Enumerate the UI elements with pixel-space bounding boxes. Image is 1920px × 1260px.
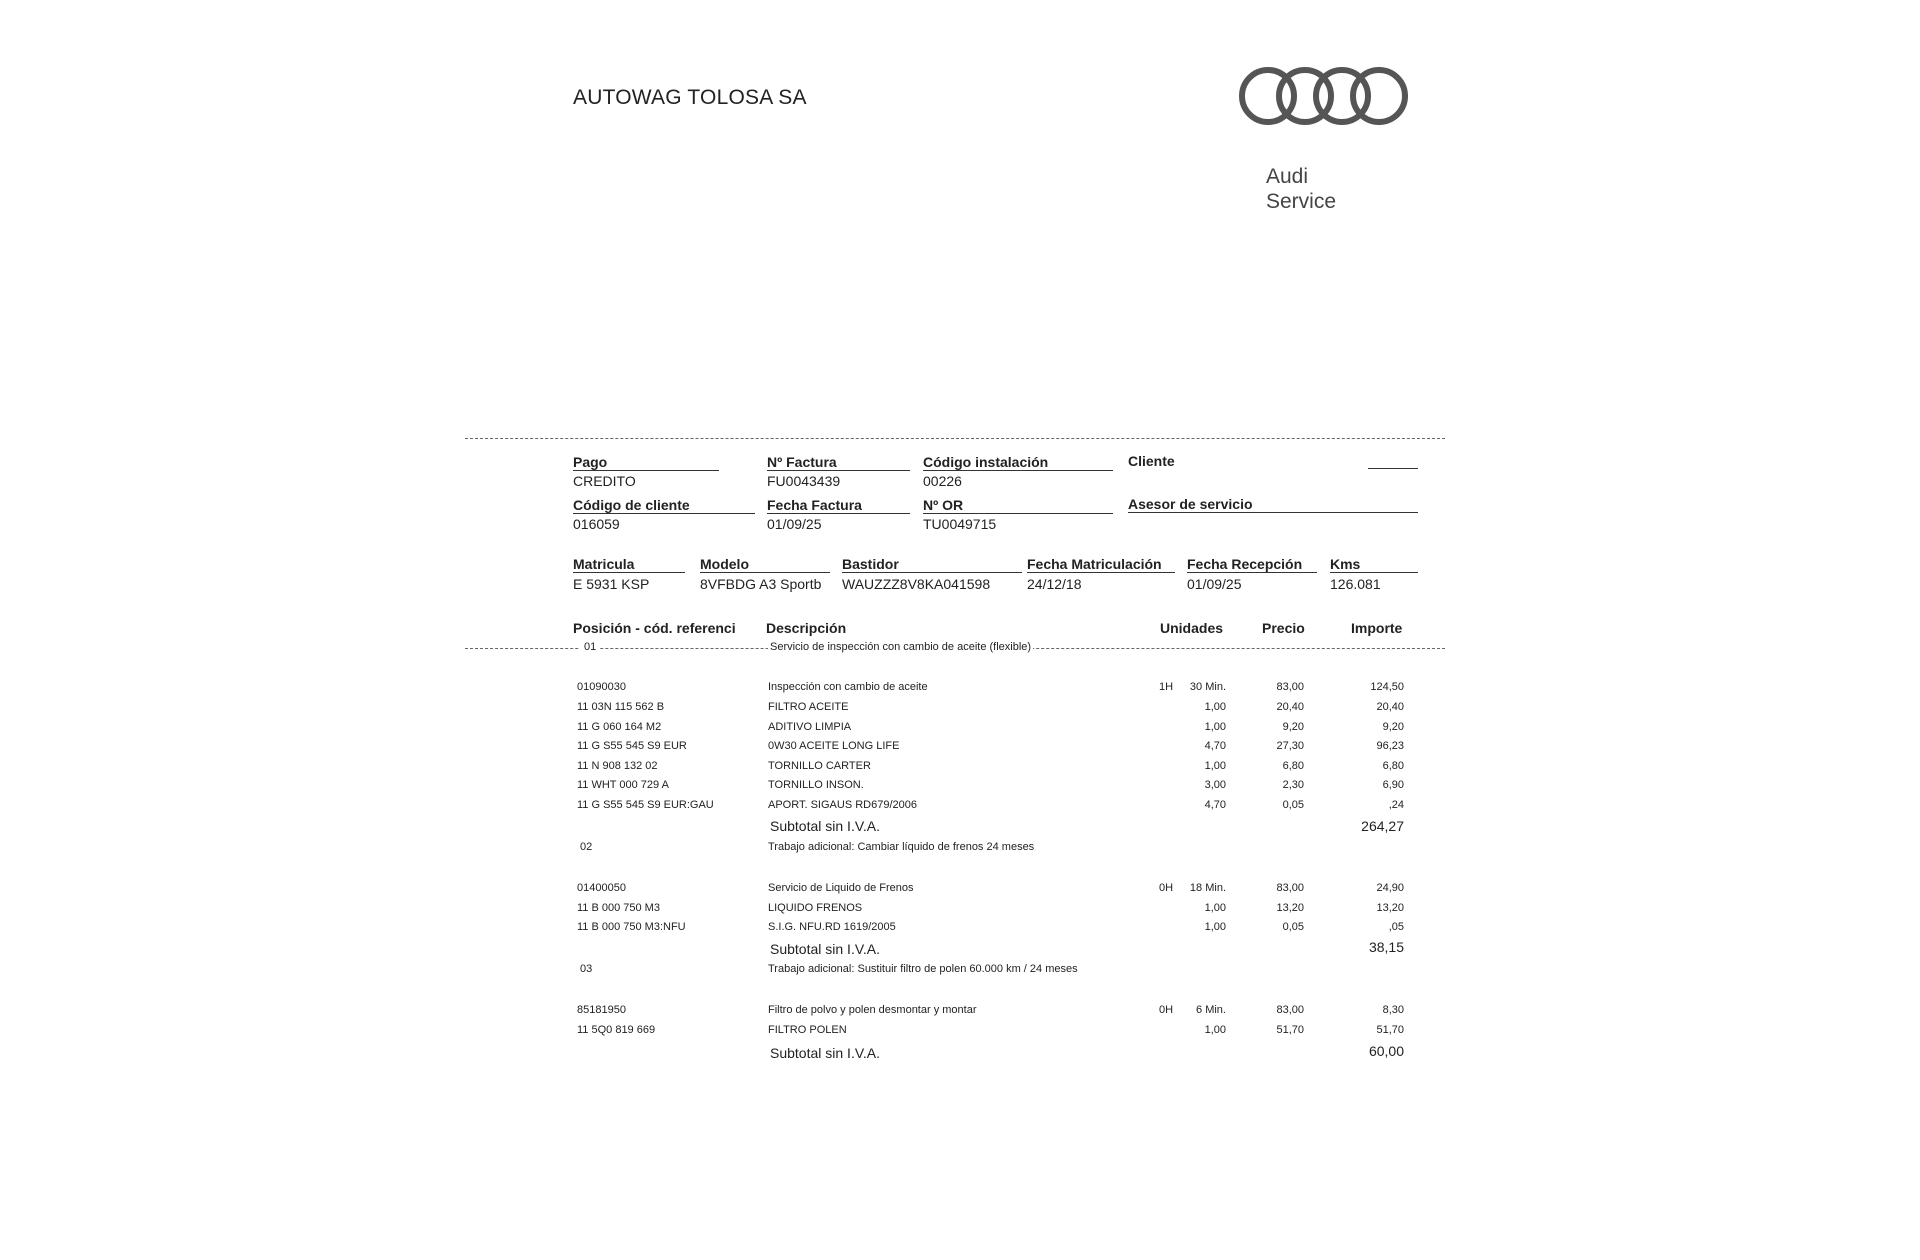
- section-code: 01: [580, 641, 600, 653]
- row-units: 4,70: [1204, 799, 1226, 811]
- col-header-units: Unidades: [1160, 620, 1224, 636]
- instalacion-label: Código instalación: [923, 454, 1113, 471]
- factura-label: Nº Factura: [767, 454, 910, 471]
- row-price: 13,20: [1276, 902, 1304, 914]
- section-code: 03: [580, 963, 593, 975]
- brand-line2: Service: [1266, 190, 1337, 213]
- row-amount: 24,90: [1376, 882, 1404, 894]
- row-ref: 11 G S55 545 S9 EUR:GAU: [577, 799, 714, 811]
- row-units: 30 Min.: [1189, 681, 1226, 693]
- row-amount: 6,80: [1382, 760, 1404, 772]
- codcliente-label: Código de cliente: [573, 497, 755, 514]
- row-price: 20,40: [1276, 701, 1304, 713]
- col-header-description: Descripción: [766, 620, 847, 636]
- codcliente-value: 016059: [573, 516, 620, 532]
- row-ref: 11 B 000 750 M3:NFU: [577, 921, 686, 933]
- brand-name: [1266, 164, 1336, 214]
- row-desc: 0W30 ACEITE LONG LIFE: [768, 740, 900, 752]
- row-desc: LIQUIDO FRENOS: [768, 902, 863, 914]
- row-desc: FILTRO POLEN: [768, 1024, 847, 1036]
- kms-label: Kms: [1330, 556, 1418, 573]
- row-ref: 85181950: [577, 1004, 626, 1016]
- row-units: 4,70: [1204, 740, 1226, 752]
- row-units: 6 Min.: [1196, 1004, 1226, 1016]
- row-amount: 96,23: [1376, 740, 1404, 752]
- row-desc: TORNILLO CARTER: [768, 760, 871, 772]
- fecha-factura-label: Fecha Factura: [767, 497, 910, 514]
- col-header-position: Posición - cód. referenci: [573, 620, 736, 636]
- top-separator: [465, 438, 1445, 439]
- fecha-factura-value: 01/09/25: [767, 516, 822, 532]
- row-ref: 01400050: [577, 882, 626, 894]
- section-title: Trabajo adicional: Cambiar líquido de frenos 24 meses: [768, 841, 1035, 853]
- subtotal-amount: 38,15: [1368, 939, 1404, 955]
- row-amount: 20,40: [1376, 701, 1404, 713]
- row-price: 0,05: [1282, 921, 1304, 933]
- kms-value: 126.081: [1330, 576, 1381, 592]
- fecha-recepcion-value: 01/09/25: [1187, 576, 1242, 592]
- fecha-recepcion-label: Fecha Recepción: [1187, 556, 1317, 573]
- bastidor-label: Bastidor: [842, 556, 1022, 573]
- row-ref: 11 G S55 545 S9 EUR: [577, 740, 687, 752]
- row-amount: 8,30: [1382, 1004, 1404, 1016]
- row-price: 83,00: [1276, 882, 1304, 894]
- row-units: 1,00: [1204, 921, 1226, 933]
- col-header-amount: Importe: [1351, 620, 1403, 636]
- subtotal-amount: 264,27: [1361, 818, 1404, 834]
- row-ref: 11 WHT 000 729 A: [577, 779, 669, 791]
- row-units: 1,00: [1204, 721, 1226, 733]
- subtotal-label: Subtotal sin I.V.A.: [770, 941, 880, 957]
- row-desc: Servicio de Liquido de Frenos: [768, 882, 914, 894]
- row-ref: 11 N 908 132 02: [577, 760, 658, 772]
- fecha-matriculacion-value: 24/12/18: [1027, 576, 1082, 592]
- faint-address: [573, 224, 576, 238]
- row-amount: 51,70: [1376, 1024, 1404, 1036]
- row-units: 1,00: [1204, 902, 1226, 914]
- subtotal-label: Subtotal sin I.V.A.: [770, 1045, 880, 1061]
- company-name: AUTOWAG TOLOSA SA: [573, 86, 807, 109]
- row-desc: Filtro de polvo y polen desmontar y montar: [768, 1004, 977, 1016]
- row-price: 0,05: [1282, 799, 1304, 811]
- bastidor-value: WAUZZZ8V8KA041598: [842, 576, 991, 592]
- row-price: 27,30: [1276, 740, 1304, 752]
- pago-label: Pago: [573, 454, 719, 471]
- or-value: TU0049715: [923, 516, 997, 532]
- section-code: 02: [580, 841, 593, 853]
- row-amount: 9,20: [1382, 721, 1404, 733]
- row-desc: FILTRO ACEITE: [768, 701, 849, 713]
- modelo-value: 8VFBDG A3 Sportb: [700, 576, 822, 592]
- instalacion-value: 00226: [923, 473, 962, 489]
- brand-line1: Audi: [1266, 165, 1309, 188]
- row-time: 0H: [1159, 1004, 1174, 1016]
- row-price: 6,80: [1282, 760, 1304, 772]
- row-time: 1H: [1159, 681, 1174, 693]
- row-ref: 11 G 060 164 M2: [577, 721, 662, 733]
- row-price: 83,00: [1276, 1004, 1304, 1016]
- row-units: 18 Min.: [1189, 882, 1226, 894]
- row-amount: ,24: [1388, 799, 1404, 811]
- row-amount: 6,90: [1382, 779, 1404, 791]
- row-price: 83,00: [1276, 681, 1304, 693]
- subtotal-label: Subtotal sin I.V.A.: [770, 818, 880, 834]
- section-title: Servicio de inspección con cambio de aceite (flexible): [770, 641, 1032, 653]
- row-desc: Inspección con cambio de aceite: [768, 681, 928, 693]
- audi-rings-logo: [1236, 64, 1412, 128]
- section-title: Trabajo adicional: Sustituir filtro de polen 60.000 km / 24 meses: [768, 963, 1078, 975]
- cliente-underline: [1368, 468, 1418, 469]
- row-desc: S.I.G. NFU.RD 1619/2005: [768, 921, 896, 933]
- row-amount: 124,50: [1370, 681, 1404, 693]
- row-time: 0H: [1159, 882, 1174, 894]
- row-ref: 11 B 000 750 M3: [577, 902, 660, 914]
- row-desc: TORNILLO INSON.: [768, 779, 864, 791]
- modelo-label: Modelo: [700, 556, 830, 573]
- factura-value: FU0043439: [767, 473, 841, 489]
- row-ref: 11 5Q0 819 669: [577, 1024, 656, 1036]
- row-price: 9,20: [1282, 721, 1304, 733]
- pago-value: CREDITO: [573, 473, 636, 489]
- row-price: 51,70: [1276, 1024, 1304, 1036]
- row-ref: 01090030: [577, 681, 626, 693]
- cliente-label: Cliente: [1128, 453, 1175, 469]
- row-units: 1,00: [1204, 760, 1226, 772]
- row-price: 2,30: [1282, 779, 1304, 791]
- row-amount: ,05: [1388, 921, 1404, 933]
- row-desc: ADITIVO LIMPIA: [768, 721, 852, 733]
- row-ref: 11 03N 115 562 B: [577, 701, 665, 713]
- row-units: 1,00: [1204, 701, 1226, 713]
- matricula-label: Matricula: [573, 556, 685, 573]
- fecha-matriculacion-label: Fecha Matriculación: [1027, 556, 1175, 573]
- subtotal-amount: 60,00: [1368, 1043, 1404, 1059]
- col-header-price: Precio: [1262, 620, 1305, 636]
- matricula-value: E 5931 KSP: [573, 576, 650, 592]
- row-amount: 13,20: [1376, 902, 1404, 914]
- asesor-label: Asesor de servicio: [1128, 496, 1418, 513]
- row-units: 3,00: [1204, 779, 1226, 791]
- row-units: 1,00: [1204, 1024, 1226, 1036]
- row-desc: APORT. SIGAUS RD679/2006: [768, 799, 917, 811]
- or-label: Nº OR: [923, 497, 1113, 514]
